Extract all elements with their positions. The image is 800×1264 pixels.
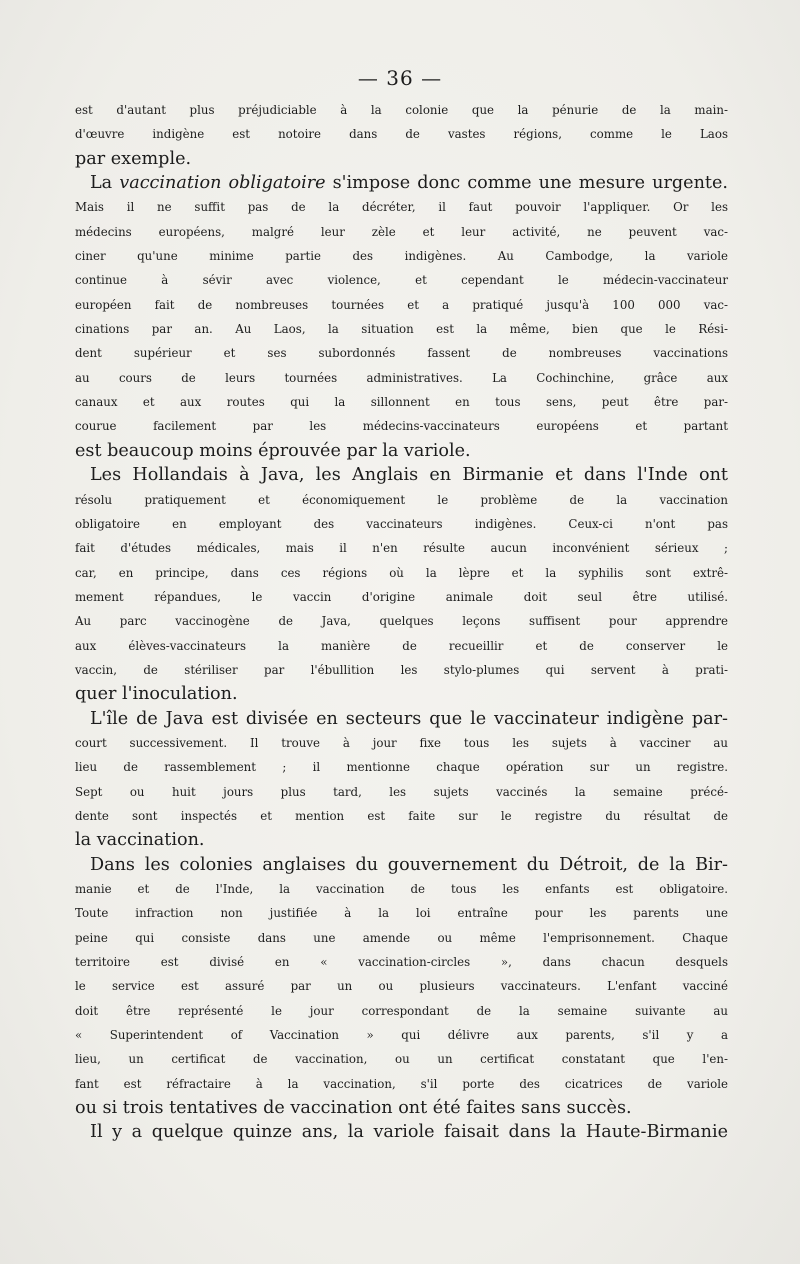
text-line: lieu de rassemblement ; il mentionne chaque opération sur un registre. bbox=[75, 760, 728, 775]
text-line: ou si trois tentatives de vaccination ont été faites sans succès. bbox=[75, 1098, 632, 1119]
text-line: le service est assuré par un ou plusieurs vaccinateurs. L'enfant vacciné bbox=[75, 979, 728, 994]
text-line: Au parc vaccinogène de Java, quelques leçons suffisent pour apprendre bbox=[75, 614, 728, 629]
text-line: court successivement. Il trouve à jour fixe tous les sujets à vacciner au bbox=[75, 735, 728, 750]
body-text bbox=[75, 98, 728, 1145]
text-line: par exemple. bbox=[75, 148, 192, 169]
text-line: d'œuvre indigène est notoire dans de vastes régions, comme le Laos bbox=[75, 127, 728, 142]
text-line: canaux et aux routes qui la sillonnent en tous sens, peut être par- bbox=[75, 395, 728, 410]
text-line-segment: s'impose donc comme une mesure urgente. bbox=[325, 173, 728, 194]
text-line: dent supérieur et ses subordonnés fassent de nombreuses vaccinations bbox=[75, 346, 728, 361]
text-line: vaccin, de stériliser par l'ébullition les stylo-plumes qui servent à prati- bbox=[75, 662, 728, 677]
text-line: peine qui consiste dans une amende ou même l'emprisonnement. Chaque bbox=[75, 930, 728, 945]
text-line: obligatoire en employant des vaccinateurs indigènes. Ceux-ci n'ont pas bbox=[75, 516, 728, 531]
text-line: Dans les colonies anglaises du gouvernement du Détroit, de la Bir- bbox=[90, 854, 728, 875]
text-line-segment: La bbox=[90, 173, 120, 194]
text-line: Mais il ne suffit pas de la décréter, il faut pouvoir l'appliquer. Or les bbox=[75, 200, 728, 215]
text-line: car, en principe, dans ces régions où la lèpre et la syphilis sont extrê- bbox=[75, 565, 728, 580]
text-line: fant est réfractaire à la vaccination, s'il porte des cicatrices de variole bbox=[75, 1076, 728, 1091]
emphasized-text: vaccination obligatoire bbox=[119, 173, 326, 194]
text-line: est beaucoup moins éprouvée par la variole. bbox=[75, 440, 471, 461]
text-line: territoire est divisé en « vaccination-circles », dans chacun desquels bbox=[75, 955, 728, 970]
text-line: courue facilement par les médecins-vaccinateurs européens et partant bbox=[75, 419, 728, 434]
text-line: médecins européens, malgré leur zèle et leur activité, ne peuvent vac- bbox=[75, 224, 728, 239]
text-line: manie et de l'Inde, la vaccination de tous les enfants est obligatoire. bbox=[75, 882, 728, 896]
text-line: Les Hollandais à Java, les Anglais en Birmanie et dans l'Inde ont bbox=[90, 465, 728, 486]
text-line: Sept ou huit jours plus tard, les sujets vaccinés la semaine précé- bbox=[75, 784, 728, 799]
text-line: continue à sévir avec violence, et cependant le médecin-vaccinateur bbox=[75, 273, 728, 288]
text-line: européen fait de nombreuses tournées et a pratiqué jusqu'à 100 000 vac- bbox=[75, 297, 728, 312]
text-line: lieu, un certificat de vaccination, ou un certificat constatant que l'en- bbox=[75, 1052, 728, 1067]
text-line: ciner qu'une minime partie des indigènes. Au Cambodge, la variole bbox=[75, 249, 728, 264]
text-line bbox=[75, 171, 728, 195]
text-line: Toute infraction non justifiée à la loi entraîne pour les parents une bbox=[75, 906, 728, 921]
text-line: L'île de Java est divisée en secteurs que le vaccinateur indigène par- bbox=[90, 708, 728, 729]
text-line: doit être représenté le jour correspondant de la semaine suivante au bbox=[75, 1003, 728, 1018]
text-line: quer l'inoculation. bbox=[75, 684, 238, 705]
text-line: dente sont inspectés et mention est faite sur le registre du résultat de bbox=[75, 808, 728, 823]
text-line: Il y a quelque quinze ans, la variole faisait dans la Haute-Birmanie bbox=[90, 1122, 728, 1143]
text-line: résolu pratiquement et économiquement le problème de la vaccination bbox=[75, 492, 728, 507]
text-line: est d'autant plus préjudiciable à la colonie que la pénurie de la main- bbox=[75, 103, 728, 117]
text-line: fait d'études médicales, mais il n'en résulte aucun inconvénient sérieux ; bbox=[75, 541, 728, 556]
text-line: aux élèves-vaccinateurs la manière de recueillir et de conserver le bbox=[75, 638, 728, 653]
text-line: mement répandues, le vaccin d'origine animale doit seul être utilisé. bbox=[75, 589, 728, 604]
text-line: cinations par an. Au Laos, la situation est la même, bien que le Rési- bbox=[75, 322, 728, 337]
text-line: « Superintendent of Vaccination » qui délivre aux parents, s'il y a bbox=[75, 1028, 728, 1043]
page-number: — 36 — bbox=[357, 66, 443, 90]
text-line: la vaccination. bbox=[75, 830, 205, 851]
text-line: au cours de leurs tournées administratives. La Cochinchine, grâce aux bbox=[75, 370, 728, 385]
